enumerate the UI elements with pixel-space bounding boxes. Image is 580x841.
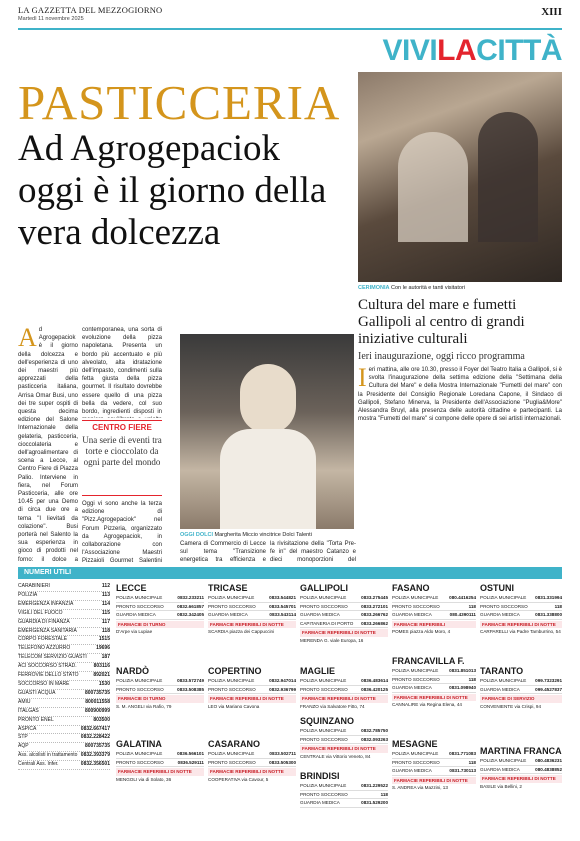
city-row (116, 750, 204, 759)
city-row (480, 594, 562, 603)
numeri-row (18, 654, 110, 663)
pharmacy-band: FARMACIE REPERIBILI DI NOTTE (208, 768, 296, 776)
numeri-label: GUASTI ACQUA (18, 689, 56, 696)
article-col-2: Oggi vi sono anche la terza edizione di "Pizz.Agrogepaciok" nel Forum Pizzeria, organizzato da Agrogepaciok, in collaborazione con l'Associazione Maestri Pizzaioli Gourmet Salentini (82, 501, 162, 564)
city-service: GUARDIA MEDICA (208, 612, 248, 618)
city-casarano (208, 738, 296, 783)
pharmacy-address: POMES piazza Aldo Moro, 4 (392, 629, 451, 635)
winner-caption-text: Margherita Miccio vincitrice Dolci Talenti (213, 532, 312, 538)
city-service: POLIZIA MUNICIPALE (392, 668, 439, 673)
city-name: FRANCAVILLA F. (392, 656, 465, 666)
numeri-label: VIGILI DEL FUOCO (18, 609, 63, 616)
city-phone: 0831.098940 (449, 685, 476, 691)
city-row (300, 611, 388, 620)
city-row (480, 603, 562, 612)
numeri-label: AQP (18, 743, 29, 750)
pharmacy-address: CONVENIENTE via Crispi, 94 (480, 703, 542, 709)
numeri-row (18, 690, 110, 699)
pharmacy-address: D'Arpe via Lupiae (116, 629, 153, 635)
pharmacy-address: BASILE via Bellini, 2 (480, 783, 522, 789)
numeri-number: 1515 (98, 636, 110, 643)
city-name: MARTINA FRANCA (480, 746, 562, 756)
numeri-number: 114 (101, 600, 110, 607)
pharmacy-band: FARMACIE REPERIBILI DI NOTTE (116, 768, 204, 776)
numeri-row (18, 645, 110, 654)
numeri-label: EMERGENZA INFANZIA (18, 600, 74, 607)
city-brindisi (300, 770, 388, 808)
city-service: GUARDIA MEDICA (116, 612, 156, 618)
city-phone: 118 (468, 759, 476, 765)
numeri-row (18, 699, 110, 708)
city-service: CAPITANERIA DI PORTO (300, 620, 354, 626)
city-row (392, 767, 476, 776)
city-service: POLIZIA MUNICIPALE (116, 751, 163, 756)
city-row (392, 676, 476, 685)
city-phone: 080.4390111 (449, 612, 476, 618)
city-row (116, 603, 204, 612)
city-name: SQUINZANO (300, 716, 354, 726)
city-tricase (208, 582, 296, 636)
city-phone: 0836.566101 (177, 751, 204, 756)
city-name: MESAGNE (392, 739, 438, 749)
city-phone: 118 (380, 791, 388, 797)
section-title-part3: CITTÀ (476, 34, 562, 67)
city-service: PRONTO SOCCORSO (208, 759, 256, 765)
city-phone: 0833.545701 (269, 603, 296, 609)
numeri-utili-bar: NUMERI UTILI (18, 567, 562, 579)
city-service: PRONTO SOCCORSO (116, 686, 164, 692)
city-phone: 0833.508385 (177, 686, 204, 692)
numeri-number: 0832.393379 (80, 752, 110, 759)
pharmacy-address: COOPERATIVA via Cavour, 5 (208, 776, 269, 782)
numeri-number: 0832.228422 (80, 734, 110, 741)
city-name: LECCE (116, 583, 147, 593)
numeri-number: 1530 (98, 680, 110, 687)
city-service: GUARDIA MEDICA (480, 766, 520, 772)
city-row (300, 677, 388, 686)
city-service: GUARDIA MEDICA (300, 612, 340, 618)
city-phone: 0831.851013 (449, 668, 476, 673)
city-phone: 118 (468, 676, 476, 682)
city-service: GUARDIA MEDICA (392, 768, 432, 774)
city-row (116, 759, 204, 768)
numeri-label: TELEFONO AZZURRO (18, 645, 71, 652)
city-service: GUARDIA MEDICA (300, 800, 340, 806)
box-text: Una serie di eventi tra torte e cioccolato da ogni parte del mondo (82, 435, 162, 467)
city-row (300, 686, 388, 695)
numeri-row (18, 628, 110, 637)
city-service: PRONTO SOCCORSO (392, 603, 440, 609)
pharmacy-address: MERENDA G. viale Europa, 16 (300, 637, 364, 643)
city-row (208, 594, 296, 603)
city-fasano (392, 582, 476, 636)
numeri-number: 117 (101, 618, 110, 625)
city-row (480, 686, 562, 695)
city-row (208, 603, 296, 612)
city-service: POLIZIA MUNICIPALE (300, 728, 347, 733)
city-row (480, 757, 562, 766)
numeri-number: 892021 (93, 672, 110, 679)
city-service: POLIZIA MUNICIPALE (208, 751, 255, 756)
numeri-label: PRONTO ENEL (18, 716, 54, 723)
numeri-row (18, 636, 110, 645)
numeri-row (18, 681, 110, 690)
city-service: PRONTO SOCCORSO (300, 603, 348, 609)
city-name: BRINDISI (300, 771, 340, 781)
city-service: POLIZIA MUNICIPALE (116, 678, 163, 683)
numeri-utili-list (18, 583, 110, 770)
city-row (300, 620, 388, 629)
pharmacy-band: FARMACIE REPERIBILI DI NOTTE (480, 621, 562, 629)
city-service: POLIZIA MUNICIPALE (300, 678, 347, 683)
numeri-row (18, 672, 110, 681)
city-phone: 0831.730113 (449, 768, 476, 774)
city-row (300, 594, 388, 603)
city-copertino (208, 665, 296, 710)
city-taranto (480, 665, 562, 710)
pharmacy-address: MENGOLI via di Solato, 36 (116, 776, 172, 782)
numeri-label: POLIZIA (18, 591, 38, 598)
city-service: POLIZIA MUNICIPALE (300, 595, 347, 600)
city-name: OSTUNI (480, 583, 515, 593)
pharmacy-address: SCARDIA piazza dei Cappuccini (208, 629, 275, 635)
winner-caption-tag: OGGI DOLCI (180, 532, 213, 538)
city-service: GUARDIA MEDICA (480, 612, 520, 618)
article-col-1: Ad Agrogepaciok è il giorno della dolcezza e dell'esperienza di uno dei maestri più apprezzati della pasticceria italiana, Arrisa Omar Busi, uno dei tre super ospiti di questa decima edizione del Salone Internazionale della gelateria, pasticceria, cioccolateria e dell'agroalimentare di scena a Lecce, al Centro Fiere di Piazza Palio. Interviene in fiera, nel Forum Pasticceria, alle ore 10.45 per una Demo di circa due ore a tema "I lievitati da colazione". Busi porterà nel Salento la sua esperienza in gioco di prodotti nel forno: il dolce a (18, 326, 78, 563)
side-headline: Cultura del mare e fumetti Gallipoli al centro di grandi iniziative culturali (358, 297, 525, 347)
city-phone: 0833.266862 (361, 620, 388, 626)
city-phone: 0833.572749 (177, 678, 204, 683)
city-row (392, 684, 476, 693)
pharmacy-band: FARMACIE REPERIBILI DI NOTTE (300, 745, 388, 753)
numeri-label: Ass. alcolisti in trattamento (18, 752, 78, 759)
city-gallipoli (300, 582, 388, 645)
city-phone: 118 (554, 603, 562, 609)
city-row (208, 677, 296, 686)
centro-fiere-box (82, 420, 162, 496)
article-col-2-top: contemporanea, una sorta di evoluzione della pizza napoletana. Presenta un bordo più accentuato e più alveolato, alta idratazione dell'impasto, condimenti sulla fetta giusta della pizza gourmet. Il risultato dovrebbe essere quello di una pizza bella da vedere, col suo bordo, ingredienti disposti in (82, 327, 162, 416)
city-row (116, 611, 204, 620)
city-row (392, 594, 476, 603)
city-row (480, 766, 562, 775)
city-phone: 0833.266762 (361, 612, 388, 618)
city-service: POLIZIA MUNICIPALE (392, 751, 439, 756)
numeri-row (18, 619, 110, 628)
pharmacy-band: FARMACIE REPERIBILI DI NOTTE (300, 629, 388, 637)
numeri-row (18, 601, 110, 610)
winner-caption (180, 532, 354, 538)
city-francavilla (392, 655, 476, 709)
page-number: XIII (541, 6, 562, 18)
city-row (300, 799, 388, 808)
city-ostuni (480, 582, 562, 636)
numeri-row (18, 761, 110, 770)
numeri-row (18, 708, 110, 717)
pharmacy-band: FARMACIE DI TURNO (116, 621, 204, 629)
numeri-row (18, 583, 110, 592)
city-row (116, 677, 204, 686)
city-row (208, 686, 296, 695)
city-phone: 0833.505300 (269, 759, 296, 765)
pharmacy-band: FARMACIE REPERIBILI DI NOTTE (208, 695, 296, 703)
city-service: POLIZIA MUNICIPALE (480, 678, 527, 683)
city-phone: 0831.338800 (535, 612, 562, 618)
city-name: MAGLIE (300, 666, 335, 676)
city-phone: 0836.420125 (361, 686, 388, 692)
city-row (392, 759, 476, 768)
numeri-number: 800735735 (84, 743, 110, 750)
city-row (300, 782, 388, 791)
numeri-row (18, 717, 110, 726)
numeri-row (18, 752, 110, 761)
numeri-row (18, 610, 110, 619)
city-service: PRONTO SOCCORSO (392, 676, 440, 682)
numeri-label: AMIU (18, 698, 31, 705)
city-phone: 0832.342405 (177, 612, 204, 618)
city-phone: 0831.331994 (535, 595, 562, 600)
pharmacy-band: FARMACIE DI SERVIZIO (480, 695, 562, 703)
city-service: PRONTO SOCCORSO (300, 736, 348, 742)
numeri-number: 800900999 (84, 707, 110, 714)
city-phone: 0833.544821 (269, 595, 296, 600)
city-phone: 080.4836231 (535, 758, 562, 763)
city-row (208, 611, 296, 620)
pharmacy-band: FARMACIE REPERIBILI DI NOTTE (208, 621, 296, 629)
city-service: PRONTO SOCCORSO (300, 686, 348, 692)
city-row (116, 686, 204, 695)
city-service: POLIZIA MUNICIPALE (208, 678, 255, 683)
city-phone: 099.7323291 (535, 678, 562, 683)
numeri-label: ACI SOCCORSO STRAD. (18, 663, 77, 670)
city-phone: 0836.529111 (177, 759, 204, 765)
city-lecce (116, 582, 204, 636)
city-service: PRONTO SOCCORSO (116, 603, 164, 609)
city-row (208, 750, 296, 759)
city-phone: 0831.229522 (361, 783, 388, 788)
numeri-label: EMERGENZA SANITARIA (18, 627, 77, 634)
box-title: CENTRO FIERE (92, 423, 152, 432)
city-phone: 0832.936799 (269, 686, 296, 692)
city-phone: 0833.543114 (269, 612, 296, 618)
city-phone: 0836.483614 (361, 678, 388, 683)
numeri-number: 19696 (96, 645, 110, 652)
masthead-bar (18, 4, 562, 26)
numeri-number: 800735735 (84, 689, 110, 696)
city-service: PRONTO SOCCORSO (480, 603, 528, 609)
section-title (382, 36, 562, 66)
numeri-label: CARABINIERI (18, 583, 50, 589)
city-row (300, 736, 388, 745)
pharmacy-address: CARPARELLI via Padre Tamburrino, 54 (480, 629, 561, 635)
caption-tag: CERIMONIA (358, 285, 390, 291)
caption-text: Con le autorità e tanti visitatori (389, 285, 465, 291)
city-name: TARANTO (480, 666, 524, 676)
city-service: POLIZIA MUNICIPALE (116, 595, 163, 600)
numeri-number: 0832.667417 (80, 725, 110, 732)
city-nardo (116, 665, 204, 710)
city-service: POLIZIA MUNICIPALE (480, 758, 527, 763)
city-row (300, 791, 388, 800)
pharmacy-band: FARMACIE REPERIBILI DI NOTTE (480, 775, 562, 783)
city-row (480, 611, 562, 620)
numeri-number: 800011558 (85, 698, 110, 705)
city-service: POLIZIA MUNICIPALE (300, 783, 347, 788)
city-name: GALLIPOLI (300, 583, 348, 593)
pharmacy-address: S. M. ANGELI via Rafio, 79 (116, 703, 172, 709)
pharmacy-band: FARMACIE REPERIBILI DI NOTTE (392, 694, 476, 702)
city-squinzano (300, 715, 388, 760)
pharmacy-address: CENTRALE via Vittorio Veneto, 84 (300, 753, 371, 759)
city-phone: 0832.785750 (361, 728, 388, 733)
numeri-label: CORPO FORESTALE (18, 636, 68, 643)
city-row (480, 677, 562, 686)
article-col-5: la rivisitazione della "Torta Pre-fe in" del maestro Catanzo e dieci monoporzioni del (270, 541, 356, 564)
ceremony-caption (358, 285, 562, 291)
numeri-row (18, 734, 110, 743)
city-service: PRONTO SOCCORSO (392, 759, 440, 765)
pharmacy-address: S. ANDREA via Mazzini, 13 (392, 785, 448, 791)
pharmacy-band: FARMACIE DI TURNO (116, 695, 204, 703)
city-row (392, 603, 476, 612)
numeri-label: ASPICA (18, 725, 37, 732)
article-headline: Ad Agrogepaciok oggi è il giorno della vera dolcezza (18, 128, 327, 253)
city-phone: 0832.093263 (361, 736, 388, 742)
city-phone: 0832.233211 (177, 595, 204, 600)
date-line: Martedì 11 novembre 2025 (18, 16, 84, 22)
section-rule (18, 28, 562, 30)
city-service: POLIZIA MUNICIPALE (480, 595, 527, 600)
city-galatina (116, 738, 204, 783)
city-row (392, 611, 476, 620)
numeri-number: 118 (101, 627, 110, 634)
city-service: GUARDIA MEDICA (392, 612, 432, 618)
city-phone: 080.4838852 (535, 766, 562, 772)
numeri-number: 112 (101, 583, 110, 589)
city-name: TRICASE (208, 583, 248, 593)
city-phone: 0831.529200 (361, 800, 388, 806)
article-col-4: Camera di Commercio di Lecce sul tema "Transizione energetica tra efficienza e (180, 541, 266, 564)
pharmacy-address: FRANZO via Salvatore Fitto, 74 (300, 703, 365, 709)
numeri-number: 803116 (93, 663, 110, 670)
city-service: PRONTO SOCCORSO (208, 686, 256, 692)
city-row (116, 594, 204, 603)
city-phone: 0833.275445 (361, 595, 388, 600)
city-phone: 0833.272101 (361, 603, 388, 609)
city-phone: 118 (468, 603, 476, 609)
city-name: CASARANO (208, 739, 261, 749)
city-row (392, 750, 476, 759)
city-service: PRONTO SOCCORSO (208, 603, 256, 609)
pharmacy-band: FARMACIE REPERIBILI (392, 621, 476, 629)
city-row (300, 603, 388, 612)
city-phone: 0831.771083 (449, 751, 476, 756)
pharmacy-address: CANNALIRE via Regina Elena, 44 (392, 702, 462, 708)
city-mesagne (392, 738, 476, 792)
numeri-label: GUARDIA DI FINANZA (18, 618, 70, 625)
numeri-label: TELECOM SERVIZIO GUASTI (18, 654, 87, 661)
numeri-label: SOCCORSO IN MARE (18, 680, 70, 687)
section-title-part1: VIVI (382, 34, 438, 67)
numeri-row (18, 592, 110, 601)
numeri-number: 113 (101, 591, 110, 598)
city-name: COPERTINO (208, 666, 262, 676)
city-service: PRONTO SOCCORSO (300, 791, 348, 797)
numeri-label: ITALGAS (18, 707, 39, 714)
side-article-text: Ieri mattina, alle ore 10.30, presso il Foyer del Teatro Italia a Gallipoli, si è svolta l'inaugurazione della settima edizione della "Settimana della Cultura del Mare" e della Mostra Internazionale "Fumetti del mare" con la Presidente del Consiglio Regionale Loredana Capone, il Sindaco di Gallipoli, Stefano Minerva, la Presidente dell'Associazione "Puglia&More" Alessandra Bruyl, alla presenza delle autorità cittadine e partecipanti. La mostra "Fumetti del mare" si compone delle opere di sei artisti internazionali. (358, 366, 562, 423)
city-row (208, 759, 296, 768)
city-phone: 080.4416254 (449, 595, 476, 600)
city-row (392, 667, 476, 676)
numeri-label: Centrali Ass. Infer. (18, 761, 59, 768)
city-service: GUARDIA MEDICA (392, 685, 432, 691)
city-service: POLIZIA MUNICIPALE (392, 595, 439, 600)
numeri-number: 187 (101, 654, 110, 661)
numeri-label: STP (18, 734, 28, 741)
numeri-number: 803500 (93, 716, 110, 723)
numeri-number: 115 (101, 609, 110, 616)
article-kicker: PASTICCERIA (18, 75, 341, 130)
winner-photo (180, 334, 354, 529)
side-subheadline: Ieri inaugurazione, oggi ricco programma (358, 351, 525, 362)
numeri-label: FERROVIE DELLO STATO (18, 672, 79, 679)
numeri-row (18, 743, 110, 752)
city-name: NARDÒ (116, 666, 149, 676)
city-name: GALATINA (116, 739, 162, 749)
city-phone: 099.4527837 (535, 686, 562, 692)
city-service: GUARDIA MEDICA (480, 686, 520, 692)
pharmacy-band: FARMACIE REPERIBILI DI NOTTE (392, 777, 476, 785)
city-phone: 0833.502711 (269, 751, 296, 756)
numeri-number: 0832.356501 (80, 761, 110, 768)
ceremony-photo (358, 72, 562, 282)
section-title-part2: LA (437, 34, 477, 67)
city-name: FASANO (392, 583, 430, 593)
city-service: PRONTO SOCCORSO (116, 759, 164, 765)
numeri-row (18, 663, 110, 672)
city-martina (480, 745, 562, 790)
city-phone: 0832.661857 (177, 603, 204, 609)
numeri-row (18, 726, 110, 735)
city-row (300, 727, 388, 736)
pharmacy-band: FARMACIE REPERIBILI DI NOTTE (300, 695, 388, 703)
paper-name: LA GAZZETTA DEL MEZZOGIORNO (18, 5, 163, 15)
pharmacy-address: LEO via Mariano Cavona (208, 703, 260, 709)
city-phone: 0832.947014 (269, 678, 296, 683)
city-service: POLIZIA MUNICIPALE (208, 595, 255, 600)
city-maglie (300, 665, 388, 710)
